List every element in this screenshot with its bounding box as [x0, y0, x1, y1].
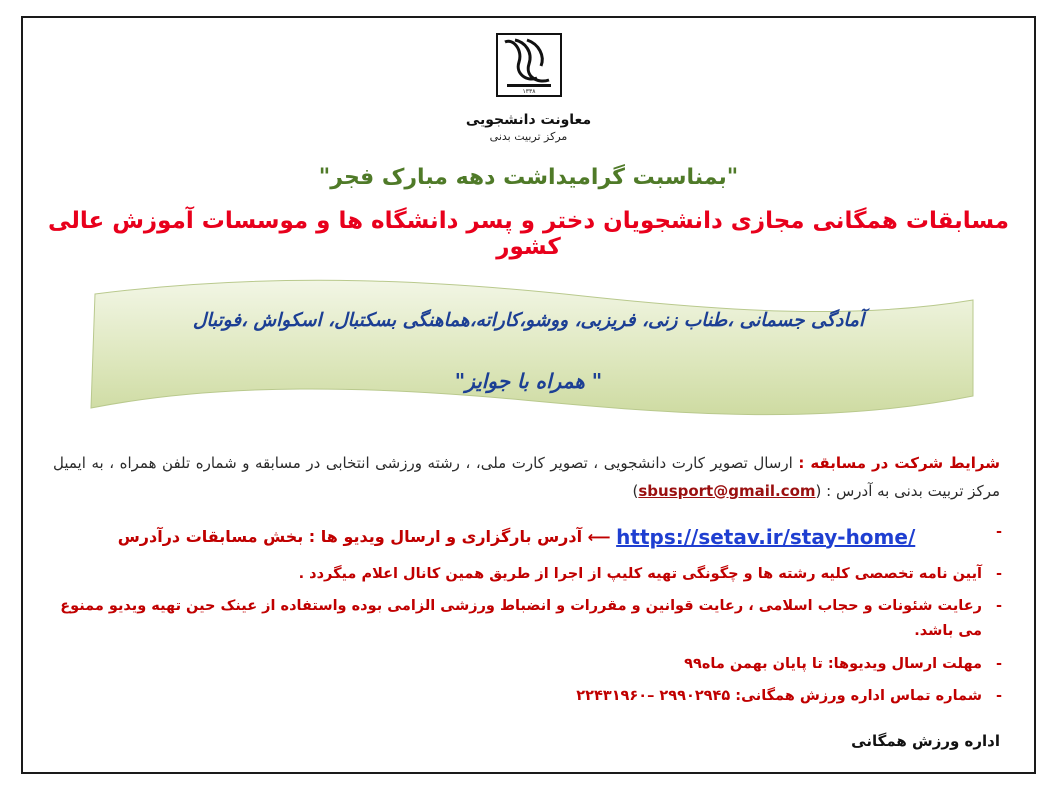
upload-address-label: آدرس بارگزاری و ارسال ویدیو ها : بخش مسابقات درآدرس	[117, 526, 583, 546]
logo-caption-secondary: مرکز تربیت بدنی	[489, 130, 568, 143]
poster-container	[21, 16, 1036, 774]
bullet-dash: -	[995, 655, 1002, 672]
svg-text:۱۳۳۸: ۱۳۳۸	[522, 88, 535, 95]
instructions-list	[51, 520, 1004, 710]
upload-address-line	[51, 520, 982, 555]
bullet-dash: -	[995, 688, 1002, 704]
headline-occasion: "بمناسبت گرامیداشت دهه مبارک فجر"	[318, 165, 739, 190]
conditions-label: شرایط شرکت در مسابقه :	[798, 454, 1000, 472]
headline-main-title: مسابقات همگانی مجازی دانشجویان دختر و پسر دانشگاه ها و موسسات آموزش عالی کشور	[47, 208, 1010, 260]
list-item-upload-address	[51, 520, 1004, 555]
list-item-text: رعایت شئونات و حجاب اسلامی ، رعایت قوانین و مقررات و انضباط ورزشی الزامی بوده واستفاده از عینک حین تهیه ویدیو ممنوع می باشد.	[60, 597, 982, 640]
bullet-dash: -	[995, 565, 1002, 582]
poster-header	[23, 18, 1034, 143]
competition-url-link[interactable]: https://setav.ir/stay-home/	[616, 524, 916, 549]
sports-banner	[23, 276, 1034, 436]
university-seal-icon	[493, 32, 565, 104]
list-item-deadline	[51, 652, 1004, 677]
list-item-text: مهلت ارسال ویدیوها: تا پایان بهمن ماه۹۹	[684, 655, 982, 672]
arrow-icon: ⟵	[587, 527, 611, 546]
banner-prizes-note: " همراه با جوایز"	[454, 369, 603, 393]
conditions-text-part2: )	[632, 481, 639, 500]
conditions-text-part1: ارسال تصویر کارت دانشجویی ، تصویر کارت ملی، ، رشته ورزشی انتخابی در مسابقه و شماره تلفن همراه ، به ایمیل مرکز تربیت بدنی به آدرس : (	[53, 454, 1000, 500]
bullet-dash: -	[995, 597, 1002, 614]
footer-department: اداره ورزش همگانی	[851, 732, 1000, 750]
conditions-paragraph	[53, 450, 1000, 506]
contact-email-link[interactable]: sbusport@gmail.com	[638, 481, 816, 500]
list-item-rules-clip	[51, 562, 1004, 587]
list-item-text: شماره تماس اداره ورزش همگانی: ۲۹۹۰۲۹۴۵ –۲۲۴۳۱۹۶۰	[576, 688, 982, 704]
bullet-dash: -	[995, 523, 1002, 540]
list-item-dress-code	[51, 594, 1004, 645]
banner-sports-list: آمادگی جسمانی ،طناب زنی، فریزبی، ووشو،کاراته،هماهنگی بسکتبال، اسکواش ،فوتبال	[192, 310, 865, 331]
banner-wave-shape	[23, 276, 1034, 436]
logo-caption-primary: معاونت دانشجویی	[465, 112, 592, 128]
list-item-text: آیین نامه تخصصی کلیه رشته ها و چگونگی تهیه کلیپ از اجرا از طریق همین کانال اعلام میگردد .	[298, 565, 982, 582]
list-item-phone	[51, 684, 1004, 709]
